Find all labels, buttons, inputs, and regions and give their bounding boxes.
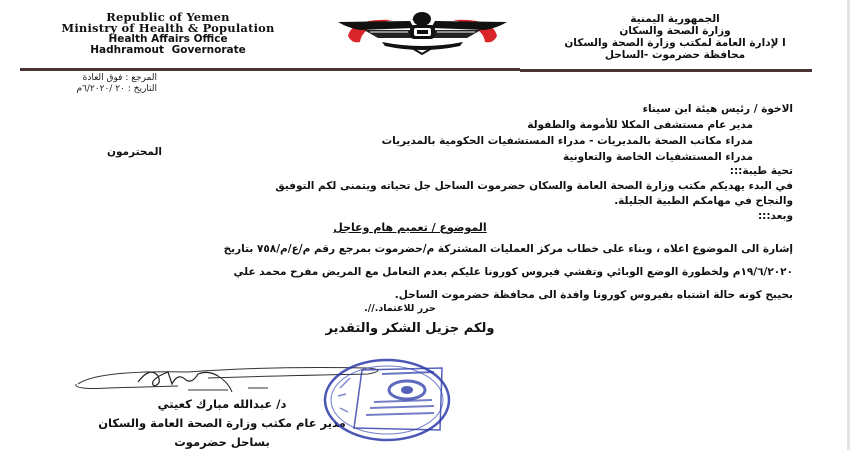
english-letterhead	[18, 12, 318, 56]
arabic-letterhead	[545, 13, 805, 61]
greeting-line-1: تحية طيبة:::	[729, 165, 793, 177]
header-divider-middle	[320, 68, 520, 71]
signatory-name: د/ عبدالله مبارك كعيتي	[157, 397, 287, 411]
subject-heading	[260, 221, 560, 234]
letterhead-en-line2: Ministry of Health & Population	[61, 21, 275, 35]
addressee-line-3: مدراء مكاتب الصحة بالمديريات - مدراء المستشفيات الحكومية بالمديريات	[381, 135, 753, 147]
document-date: التاريخ : ٢٠ /٦/٢٠٢٠م	[76, 84, 157, 94]
signatory-title: مدير عام مكتب وزارة الصحة العامة والسكان	[98, 416, 346, 430]
official-stamp-icon	[322, 358, 452, 443]
subject-text: الموضوع / تعميم هام وعاجل	[333, 221, 487, 234]
letterhead-en-line3: Health Affairs Office	[108, 33, 228, 45]
letterhead-ar-line2: وزارة الصحة والسكان	[619, 25, 731, 37]
letterhead-ar-line1: الجمهورية اليمنية	[630, 13, 720, 25]
addressee-line-2: مدير عام مستشفى المكلا للأمومة والطفولة	[527, 119, 753, 131]
reference-block	[22, 73, 157, 95]
greeting-line-4: وبعد:::	[757, 210, 793, 222]
body-line-3: بحيبح كونه حالة اشتباه بفيروس كورونا وافدة الى محافظة حضرموت الساحل.	[394, 289, 793, 301]
greeting-line-2: في البدء يهديكم مكتب وزارة الصحة العامة والسكان حضرموت الساحل جل تحياته ويتمنى لكم التوفيق	[275, 180, 793, 192]
letterhead-ar-line3: ا لإدارة العامة لمكتب وزارة الصحة والسكان	[564, 37, 786, 49]
letterhead-ar-line4: محافظة حضرموت -الساحل	[604, 49, 746, 61]
body-line-1: إشارة الى الموضوع اعلاه ، وبناء على خطاب مركز العمليات المشتركة م/حضرموت بمرجع رقم م/ع/م/٧٥٨ بتاريخ	[223, 243, 793, 255]
addressees-block	[93, 101, 793, 165]
header-divider-right	[520, 69, 812, 72]
header-divider-left	[20, 68, 320, 71]
greeting-line-3: والنجاح في مهامكم الطبية الجليلة.	[614, 195, 793, 207]
closing-thanks: ولكم جزيل الشكر والتقدير	[325, 321, 495, 336]
addressee-line-1: الاخوة / رئيس هيئة ابن سيناء	[642, 103, 793, 115]
body-paragraph	[18, 238, 793, 307]
reference-number: المرجع : فوق العادة	[82, 73, 157, 83]
yemen-eagle-emblem-icon	[330, 8, 515, 56]
signatory-location: بساحل حضرموت	[174, 435, 270, 449]
letterhead-en-line1: Republic of Yemen	[106, 10, 230, 24]
respect-salutation: المحترمون	[107, 146, 163, 158]
body-line-2: ١٩/٦/٢٠٢٠م ولخطورة الوضع الوبائي وتفشي فيروس كورونا عليكم بعدم التعامل مع المريض مفرح محمد علي	[233, 266, 793, 278]
letterhead-en-line4: Hadhramout Governorate	[90, 44, 246, 56]
greeting-block	[33, 164, 793, 224]
approval-note: حرر للاعتماد.//.	[364, 303, 436, 314]
addressee-line-4: مدراء المستشفيات الخاصة والتعاونية	[562, 151, 753, 163]
